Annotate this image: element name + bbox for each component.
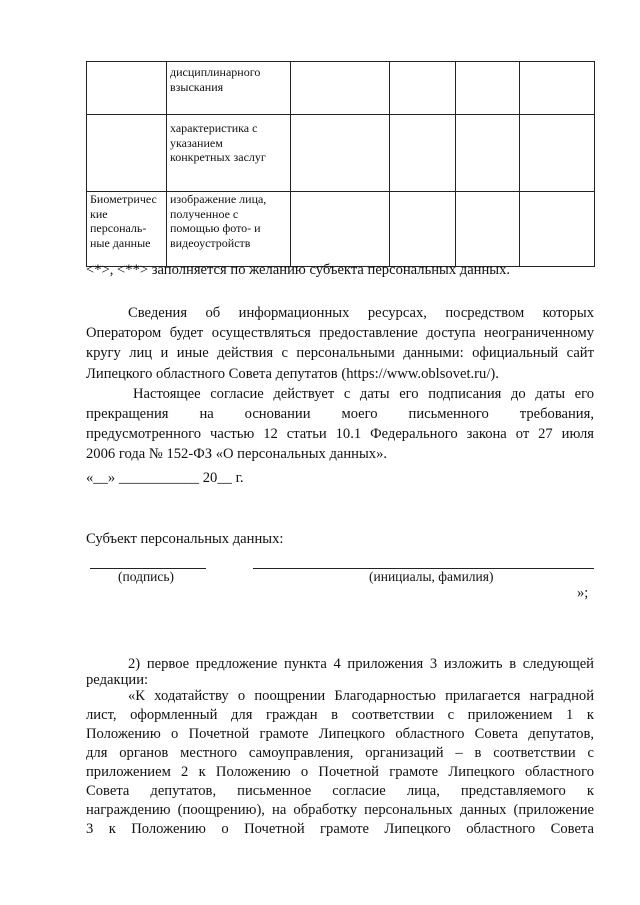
cell-text: изображение лица, [170, 192, 267, 206]
date-line: «__» ___________ 20__ г. [86, 470, 244, 486]
word: к [586, 783, 594, 799]
table-cell [520, 62, 595, 115]
cell-text: ные данные [90, 235, 151, 250]
cell-text: Биометричес [90, 192, 157, 206]
word: Почетной [244, 821, 305, 837]
cell-text: видеоустройств [170, 235, 251, 250]
paragraph-line: «К ходатайству о поощрении Благодарностью прилагается наградной [128, 688, 594, 704]
word: которых [542, 305, 594, 321]
word: лица, [406, 783, 440, 799]
table-cell [87, 115, 167, 192]
table-cell [291, 192, 390, 267]
word: грамоте [320, 821, 370, 837]
paragraph-line: кругу лиц и иные действия с персональными данными: официальный сайт [86, 345, 594, 361]
paragraph-line: 2006 года № 152-ФЗ «О персональных данных». [86, 446, 388, 462]
paragraph-line: Настоящее согласие действует с даты его подписания до даты его [133, 386, 594, 402]
table-row [87, 115, 595, 192]
paragraph-line [86, 406, 594, 423]
table-cell [390, 192, 456, 267]
word: ресурсах, [367, 305, 427, 321]
word: письменное [237, 783, 312, 799]
signature-caption: (подпись) [118, 569, 175, 584]
word: 3 [86, 821, 94, 837]
footnote: <*>, <**> заполняется по желанию субъекта персональных данных. [86, 262, 511, 278]
table-cell [167, 115, 291, 192]
table-cell [390, 115, 456, 192]
cell-text: дисциплинарного [170, 65, 261, 79]
cell-text: конкретных заслуг [170, 150, 266, 164]
word: Липецкого [384, 821, 451, 837]
word: на [199, 406, 214, 422]
word: к [108, 821, 116, 837]
word: о [221, 821, 229, 837]
cell-text: характеристика с [170, 121, 258, 135]
personal-data-table [86, 61, 595, 267]
word: депутатов, [150, 783, 217, 799]
word: Сведения [128, 305, 188, 321]
closing-quote: »; [577, 585, 589, 601]
paragraph-line: приложением 2 к Положению о Почетной грамоте Липецкого областного [86, 764, 594, 780]
table-cell [456, 192, 520, 267]
paragraph-line: Липецкого областного Совета депутатов (https://www.oblsovet.ru/). [86, 366, 499, 382]
table-row [87, 192, 595, 267]
word: моего [341, 406, 378, 422]
cell-text: персональ- [90, 221, 147, 235]
table-row [87, 62, 595, 115]
table-cell [456, 115, 520, 192]
table-cell [456, 62, 520, 115]
table-cell [167, 192, 291, 267]
paragraph-line: лист, оформленный для граждан в соответствии с приложением 1 к [86, 707, 594, 723]
table-cell [291, 62, 390, 115]
name-caption: (инициалы, фамилия) [369, 569, 494, 584]
paragraph-line: Оператором будет осуществляться предоставление доступа неограниченному [86, 325, 594, 341]
word: основании [244, 406, 311, 422]
table-cell [291, 115, 390, 192]
word: областного [466, 821, 536, 837]
paragraph-line: предусмотренного частью 12 статьи 10.1 Федерального закона от 27 июля [86, 426, 594, 442]
word: согласие [332, 783, 386, 799]
paragraph-line [86, 821, 594, 838]
table-cell [390, 62, 456, 115]
word: представляемого [460, 783, 566, 799]
word: письменного [408, 406, 489, 422]
word: посредством [445, 305, 525, 321]
paragraph-line: Положению о Почетной грамоте Липецкого областного Совета депутатов, [86, 726, 594, 742]
paragraph-line: награждению (поощрению), на обработку персональных данных (приложение [86, 802, 594, 818]
cell-text: кие [90, 206, 108, 221]
word: информационных [238, 305, 350, 321]
word: Положению [131, 821, 206, 837]
table-cell [520, 115, 595, 192]
word: Совета [86, 783, 130, 799]
table-cell [520, 192, 595, 267]
word: требования, [519, 406, 594, 422]
cell-text: взыскания [170, 79, 224, 94]
paragraph-line: для органов местного самоуправления, организаций – в соответствии с [86, 745, 594, 761]
paragraph-line: 2) первое предложение пункта 4 приложения 3 изложить в следующей [128, 656, 594, 672]
paragraph-line: редакции: [86, 672, 149, 688]
table-cell [167, 62, 291, 115]
paragraph-line [86, 783, 594, 800]
word: об [205, 305, 221, 321]
table-cell [87, 192, 167, 267]
table-cell [87, 62, 167, 115]
word: Совета [550, 821, 594, 837]
subject-label: Субъект персональных данных: [86, 531, 284, 547]
word: прекращения [86, 406, 169, 422]
cell-text: полученное с [170, 206, 239, 221]
cell-text: указанием [170, 135, 223, 150]
paragraph-line [128, 305, 594, 322]
cell-text: помощью фото- и [170, 221, 261, 235]
